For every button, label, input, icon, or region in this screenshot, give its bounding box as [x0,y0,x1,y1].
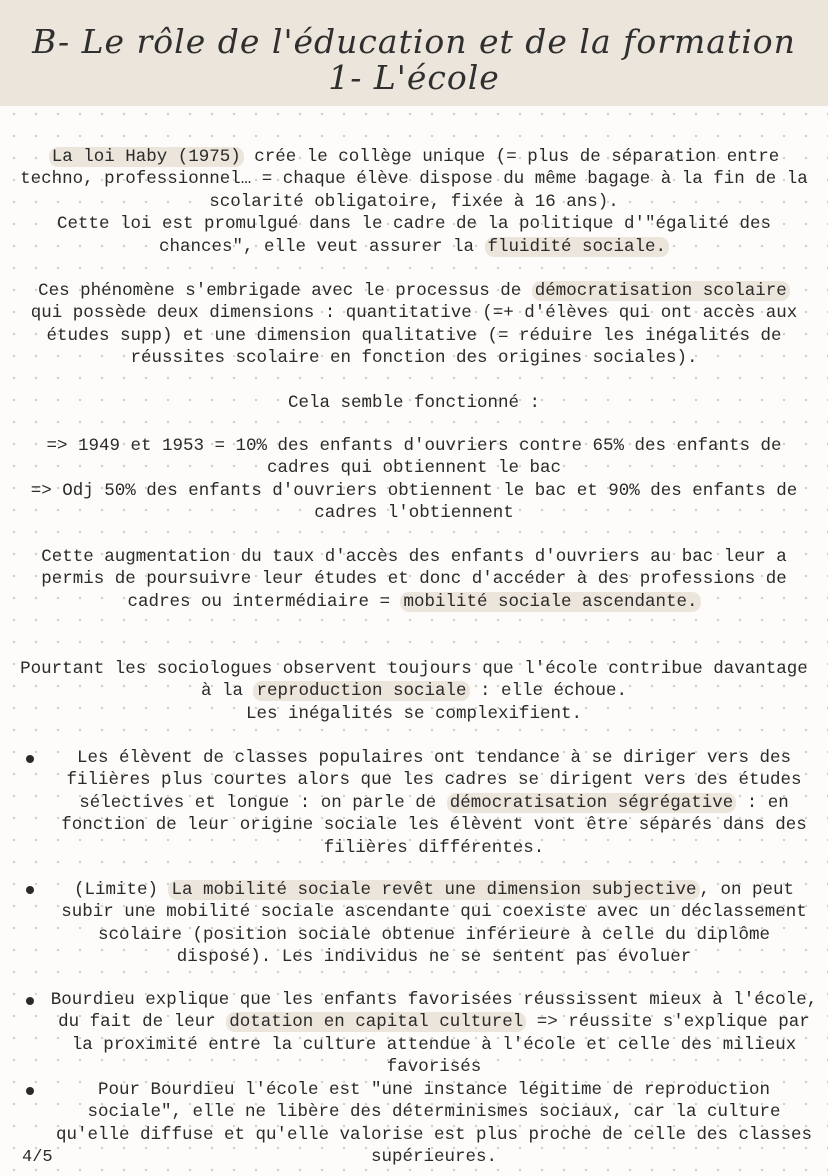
paragraph-augmentation [28,546,800,613]
bullet-mobilite-subjective [48,879,820,969]
paragraph-text: (Limite) [73,880,169,900]
paragraph-text: Cette loi est promulgué dans le cadre de la politique d'"égalité des chances", elle veut assurer la [56,214,772,257]
statistic-line: => 1949 et 1953 = 10% des enfants d'ouvriers contre 65% des enfants de cadres qui obtiennent le bac [46,436,782,479]
paragraph-text: => réussite s'explique par la proximité entre la culture attendue à l'école et celle des milieux favorisés [71,1012,810,1078]
paragraph-text: : en fonction de leur origine sociale les élèvent vont être séparés dans des filières différentes. [61,792,807,858]
statistic-line: => Odj 50% des enfants d'ouvriers obtiennent le bac et 90% des enfants de cadres l'obtiennent [30,480,798,524]
paragraph-democratisation [18,280,810,370]
highlight-mobilite-ascendante: mobilité sociale ascendante. [400,592,700,612]
bullet-dot [26,1087,34,1095]
highlight-dimension-subjective: La mobilité sociale revêt une dimension subjective [168,880,699,900]
title-header [0,0,828,106]
paragraph-text: Bourdieu explique que les enfants favorisées réussissent mieux à l'école, du fait de leur [50,990,818,1033]
highlight-democratisation-segregative: démocratisation ségrégative [447,793,737,813]
paragraph-text: qui possède deux dimensions : quantitative (=+ d'élèves qui ont accès aux études supp) et une dimension qualitative (= réduire les inégalités de réussites scolaire en fonction des origines sociales). [30,303,798,369]
paragraph-text: , on peut subir une mobilité sociale ascendante qui coexiste avec un déclassement scolaire (position sociale obtenue inférieure à celle du diplôme disposé). Les individus ne se sentent pas évoluer [61,880,807,968]
paragraph-text: : elle échoue. [469,681,628,702]
highlight-democratisation-scolaire: démocratisation scolaire [532,281,790,301]
paragraph-text: Ces phénomène s'embrigade avec le processus de [38,281,532,301]
paragraph-statistics [18,435,810,525]
bullet-democratisation-segregative [48,747,820,859]
bullet-capital-culturel [48,989,820,1079]
page-number: 4/5 [22,1148,53,1167]
highlight-loi-haby: La loi Haby (1975) [49,147,244,167]
paragraph-text: Pourtant les sociologues observent toujours que l'école contribue davantage à la [20,659,808,702]
bullet-dot [26,886,34,894]
highlight-fluidite-sociale: fluidité sociale. [485,237,670,257]
section-title: B- Le rôle de l'éducation et de la formation [32,22,796,61]
paragraph-text: Cette augmentation du taux d'accès des enfants d'ouvriers au bac leur a permis de poursuivre leur études et donc d'accéder à des professions de cadres ou intermédiaire = [41,547,787,612]
highlight-capital-culturel: dotation en capital culturel [226,1012,526,1032]
paragraph-pourtant [14,658,814,725]
subsection-title: 1- L'école [328,58,500,97]
paragraph-text: Les inégalités se complexifient. [245,703,583,724]
paragraph-text: crée le collège unique (= plus de séparation entre techno, professionnel… = chaque élève dispose du même bagage à la fin de la scolarité obligatoire, fixée à 16 ans). [20,147,808,212]
bullet-dot [26,997,34,1005]
paragraph-text: Les élèvent de classes populaires ont tendance à se diriger vers des filières plus courtes alors que les cadres se dirigent vers des études sélectives et longue : on parle de [66,748,802,813]
paragraph-loi-haby [18,146,810,258]
highlight-reproduction-sociale: reproduction sociale [253,681,469,701]
bullet-dot [26,755,34,763]
bullet-instance-legitime: Pour Bourdieu l'école est "une instance légitime de reproduction sociale", elle ne libère des déterminismes sociaux, car la culture qu'elle diffuse et qu'elle valorise est plus proche de celle des classes supérieures. [55,1080,813,1168]
paragraph-cela-semble: Cela semble fonctionné : [287,393,541,413]
